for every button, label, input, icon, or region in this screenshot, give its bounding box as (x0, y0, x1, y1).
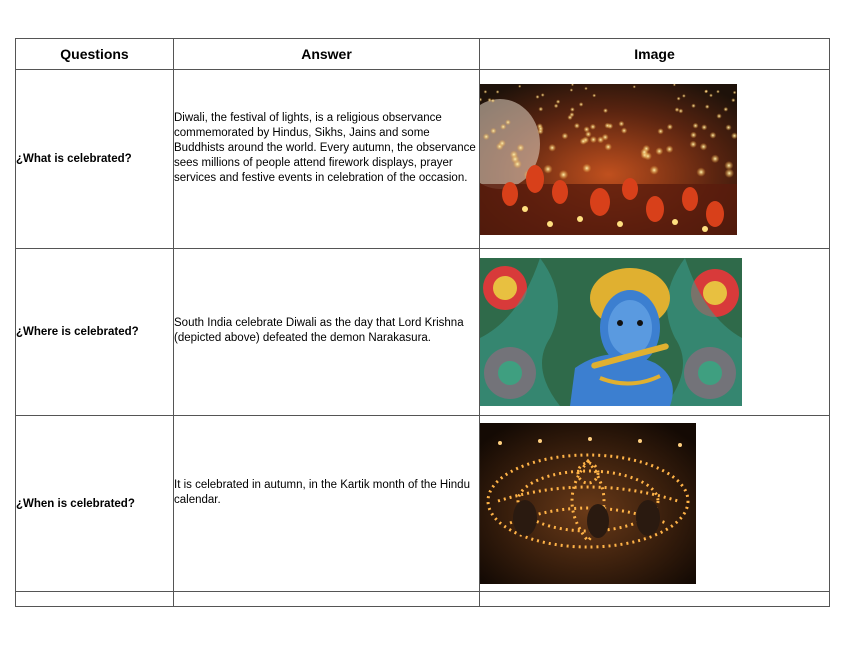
answer-text: Diwali, the festival of lights, is a religious observance commemorated by Hindus, Sikhs, Jains and some Buddhists around the world. Every autumn, the observance sees millions of people attend firework displays, prayer services and festive events in celebration of the occasion. (174, 111, 476, 184)
lanterns-photo (480, 84, 737, 235)
table-row (16, 249, 830, 416)
question-cell: ¿What is celebrated? (16, 70, 174, 249)
diya-rangoli-photo (480, 423, 696, 584)
krishna-carving-photo (480, 258, 742, 406)
answer-cell (174, 70, 480, 249)
answer-cell (174, 416, 480, 592)
table-row (16, 416, 830, 592)
image-cell (480, 70, 830, 249)
empty-cell (174, 592, 480, 607)
empty-row (16, 592, 830, 607)
diwali-table (15, 38, 830, 607)
answer-cell (174, 249, 480, 416)
empty-cell (16, 592, 174, 607)
answer-text: It is celebrated in autumn, in the Kartik month of the Hindu calendar. (174, 478, 470, 506)
image-cell (480, 416, 830, 592)
header-row (16, 39, 830, 70)
header-image: Image (480, 39, 830, 70)
empty-cell (480, 592, 830, 607)
image-cell (480, 249, 830, 416)
question-cell: ¿When is celebrated? (16, 416, 174, 592)
answer-text: South India celebrate Diwali as the day that Lord Krishna (depicted above) defeated the demon Narakasura. (174, 317, 464, 344)
header-answer: Answer (174, 39, 480, 70)
question-cell: ¿Where is celebrated? (16, 249, 174, 416)
table-row (16, 70, 830, 249)
header-questions: Questions (16, 39, 174, 70)
